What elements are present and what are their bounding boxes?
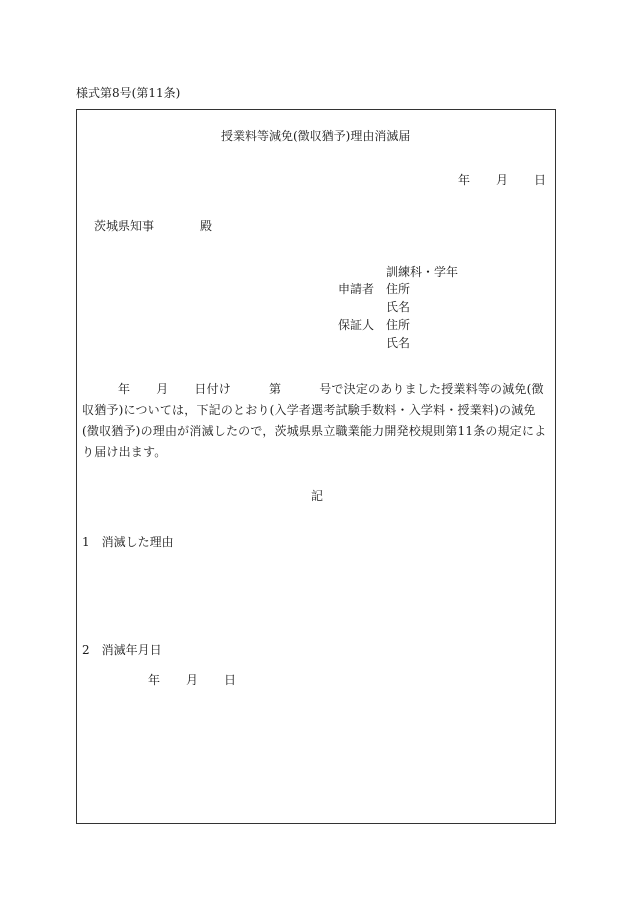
notification-body [82,379,552,463]
body-dated: 日付け [194,382,232,396]
date-month-label: 月 [496,173,509,187]
body-text: 号で決定のありました授業料等の減免(徴収猶予)については，下記のとおり(入学者選考試験手数料・入学料・授業料)の減免(徴収猶予)の理由が消滅したので，茨城県県立職業能力開発校規則第11条の規定により届け出ます。 [82,382,547,459]
ki-label: 記 [311,489,324,503]
addressee: 茨城県知事 [94,219,155,233]
section-2-date [148,671,236,688]
form-title: 授業料等減免(徴収猶予)理由消滅届 [221,129,411,143]
section-1-heading: 1 消滅した理由 [82,535,174,549]
honorific: 殿 [200,219,213,233]
applicant-name-label: 氏名 [386,300,411,314]
applicant-address-label: 住所 [386,282,411,296]
body-year: 年 [118,382,131,396]
section-2-year: 年 [148,673,161,687]
applicant-course-label: 訓練科・学年 [386,265,459,279]
body-month: 月 [156,382,169,396]
guarantor-name-label: 氏名 [386,336,411,350]
section-2-heading: 2 消滅年月日 [82,643,162,657]
form-number: 様式第8号(第11条) [76,86,181,100]
section-2-month: 月 [186,673,199,687]
applicant-role: 申請者 [338,282,375,296]
body-number-prefix: 第 [269,382,282,396]
date-year-label: 年 [458,173,471,187]
date-header [458,171,546,188]
section-2-day: 日 [224,673,237,687]
guarantor-address-label: 住所 [386,318,411,332]
guarantor-role: 保証人 [338,318,375,332]
date-day-label: 日 [534,173,547,187]
